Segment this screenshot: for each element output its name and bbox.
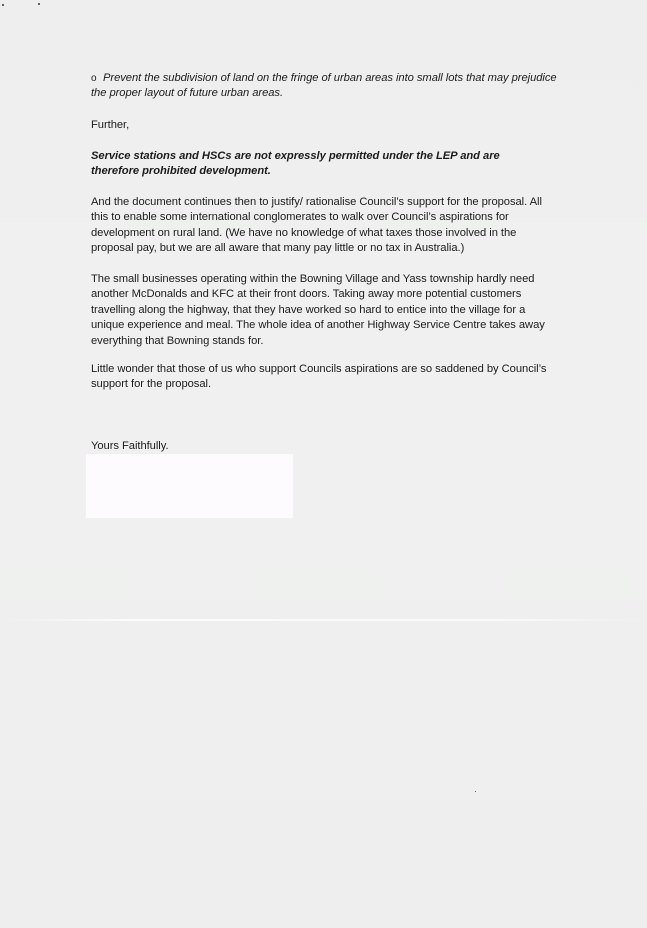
paragraph-justification: And the document continues then to justify/ rationalise Council’s support for the proposal. All this to enable some international conglomerates to walk over Council’s aspirations for development on rural land. (We have no knowledge of what taxes those involved in the proposal pay, but we are all aware that many pay little or no tax in Australia.) bbox=[91, 196, 542, 255]
scan-speck bbox=[475, 791, 476, 792]
further-line: Further, bbox=[91, 119, 130, 131]
bullet-item bbox=[91, 71, 561, 102]
scan-speck bbox=[2, 4, 4, 6]
bullet-circle-icon: o bbox=[91, 73, 97, 84]
redacted-signature-block bbox=[86, 454, 293, 518]
paragraph-conclusion: Little wonder that those of us who support Councils aspirations are so saddened by Council’s support for the proposal. bbox=[91, 363, 547, 391]
bold-statement: Service stations and HSCs are not expressly permitted under the LEP and are therefore prohibited development. bbox=[91, 150, 500, 178]
paragraph-small-businesses: The small businesses operating within the Bowning Village and Yass township hardly need another McDonalds and KFC at their front doors. Taking away more potential customers travelling along the highway, that they have worked so hard to entice into the village for a unique experience and meal. The whole idea of another Highway Service Centre takes away everything that Bowning stands for. bbox=[91, 273, 545, 347]
bullet-text: Prevent the subdivision of land on the fringe of urban areas into small lots that may prejudice the proper layout of future urban areas. bbox=[91, 72, 557, 100]
paper-fold-line bbox=[0, 619, 647, 621]
scan-speck bbox=[38, 3, 40, 5]
closing-salutation: Yours Faithfully. bbox=[91, 440, 169, 452]
